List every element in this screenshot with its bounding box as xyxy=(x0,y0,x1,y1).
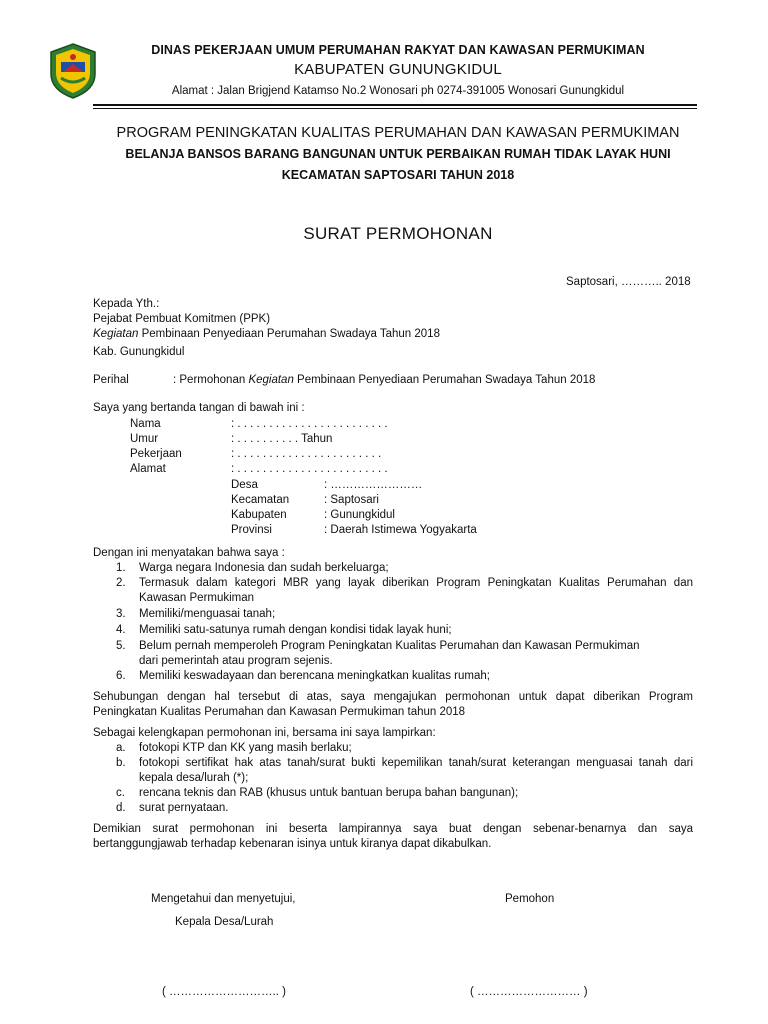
attachment-letter: a. xyxy=(116,742,126,754)
statement-intro: Dengan ini menyatakan bahwa saya : xyxy=(93,547,285,559)
regency-name: KABUPATEN GUNUNGKIDUL xyxy=(294,61,502,78)
program-title: PROGRAM PENINGKATAN KUALITAS PERUMAHAN DAN KAWASAN PERMUKIMAN xyxy=(116,125,680,141)
recipient-regency: Kab. Gunungkidul xyxy=(93,346,185,358)
attachment-letter: b. xyxy=(116,757,126,769)
approval-caption: Mengetahui dan menyetujui, xyxy=(151,893,296,905)
statement-text: Memiliki keswadayaan dan berencana meningkatkan kualitas rumah; xyxy=(139,670,490,682)
identity-intro: Saya yang bertanda tangan di bawah ini : xyxy=(93,402,305,414)
address-value: : …………………… xyxy=(324,479,423,491)
agency-address: Alamat : Jalan Brigjend Katamso No.2 Wonosari ph 0274-391005 Wonosari Gunungkidul xyxy=(171,85,625,97)
identity-value: : . . . . . . . . . . Tahun xyxy=(231,433,333,445)
identity-value: : . . . . . . . . . . . . . . . . . . . . . . . xyxy=(231,448,382,460)
recipient-activity: Kegiatan Pembinaan Penyediaan Perumahan Swadaya Tahun 2018 xyxy=(93,328,440,340)
address-label: Provinsi xyxy=(231,524,272,536)
statement-number: 2. xyxy=(116,577,126,589)
place-date: Saptosari, ……….. 2018 xyxy=(566,276,691,288)
statement-text: Belum pernah memperoleh Program Peningkatan Kualitas Perumahan dan Kawasan Permukiman xyxy=(139,640,640,652)
applicant-signature-name: ( ……………………… ) xyxy=(470,986,588,998)
address-label: Desa xyxy=(231,479,258,491)
statement-number: 4. xyxy=(116,624,126,636)
subject-label: Perihal xyxy=(93,374,129,386)
address-label: Kabupaten xyxy=(231,509,287,521)
statement-number: 5. xyxy=(116,640,126,652)
statement-text-continued: Kawasan Permukiman xyxy=(139,592,255,604)
letterhead-divider-thick xyxy=(93,104,697,106)
address-value: : Daerah Istimewa Yogyakarta xyxy=(324,524,477,536)
document-title: SURAT PERMOHONAN xyxy=(303,224,493,243)
request-paragraph-line1: Sehubungan dengan hal tersebut di atas, saya mengajukan permohonan untuk dapat diberikan Program xyxy=(93,691,693,703)
statement-text: Memiliki/menguasai tanah; xyxy=(139,608,276,620)
statement-text: Warga negara Indonesia dan sudah berkeluarga; xyxy=(139,562,389,574)
statement-number: 1. xyxy=(116,562,126,574)
attachment-text: rencana teknis dan RAB (khusus untuk bantuan berupa bahan bangunan); xyxy=(139,787,519,799)
statement-text: Termasuk dalam kategori MBR yang layak diberikan Program Peningkatan Kualitas Perumahan dan xyxy=(139,577,693,589)
statement-number: 3. xyxy=(116,608,126,620)
attachment-text: fotokopi KTP dan KK yang masih berlaku; xyxy=(139,742,352,754)
statement-text-continued: dari pemerintah atau program sejenis. xyxy=(139,655,333,667)
identity-value: : . . . . . . . . . . . . . . . . . . . . . . . . xyxy=(231,418,388,430)
attachment-text-continued: kepala desa/lurah (*); xyxy=(139,772,249,784)
letterhead-divider-thin xyxy=(93,108,697,109)
closing-paragraph-line1: Demikian surat permohonan ini beserta lampirannya saya buat dengan sebenar-benarnya dan saya xyxy=(93,823,693,835)
closing-paragraph-line2: bertanggungjawab terhadap kebenaran isinya untuk kiranya dapat dikabulkan. xyxy=(93,838,492,850)
village-head-role: Kepala Desa/Lurah xyxy=(175,916,274,928)
identity-label: Pekerjaan xyxy=(130,448,182,460)
applicant-role: Pemohon xyxy=(505,893,555,905)
statement-number: 6. xyxy=(116,670,126,682)
attachment-letter: d. xyxy=(116,802,126,814)
address-value: : Saptosari xyxy=(324,494,379,506)
agency-name: DINAS PEKERJAAN UMUM PERUMAHAN RAKYAT DAN KAWASAN PERMUKIMAN xyxy=(151,43,645,57)
identity-label: Nama xyxy=(130,418,161,430)
identity-label: Alamat xyxy=(130,463,166,475)
attachment-text: fotokopi sertifikat hak atas tanah/surat bukti kepemilikan tanah/surat keterangan menguasai tanah dari xyxy=(139,757,693,769)
identity-label: Umur xyxy=(130,433,159,445)
attachment-text: surat pernyataan. xyxy=(139,802,229,814)
identity-value: : . . . . . . . . . . . . . . . . . . . . . . . . xyxy=(231,463,388,475)
recipient-greeting: Kepada Yth.: xyxy=(93,298,160,310)
village-head-signature-name: ( ……………………….. ) xyxy=(162,986,286,998)
statement-text: Memiliki satu-satunya rumah dengan kondisi tidak layak huni; xyxy=(139,624,452,636)
address-label: Kecamatan xyxy=(231,494,290,506)
attachments-intro: Sebagai kelengkapan permohonan ini, bersama ini saya lampirkan: xyxy=(93,727,436,739)
program-district-year: KECAMATAN SAPTOSARI TAHUN 2018 xyxy=(281,168,515,182)
request-paragraph-line2: Peningkatan Kualitas Perumahan dan Kawasan Permukiman tahun 2018 xyxy=(93,706,466,718)
recipient-official: Pejabat Pembuat Komitmen (PPK) xyxy=(93,313,271,325)
address-value: : Gunungkidul xyxy=(324,509,395,521)
subject-text: : Permohonan Kegiatan Pembinaan Penyediaan Perumahan Swadaya Tahun 2018 xyxy=(173,374,596,386)
program-subtitle: BELANJA BANSOS BARANG BANGUNAN UNTUK PERBAIKAN RUMAH TIDAK LAYAK HUNI xyxy=(125,147,671,161)
attachment-letter: c. xyxy=(116,787,125,799)
